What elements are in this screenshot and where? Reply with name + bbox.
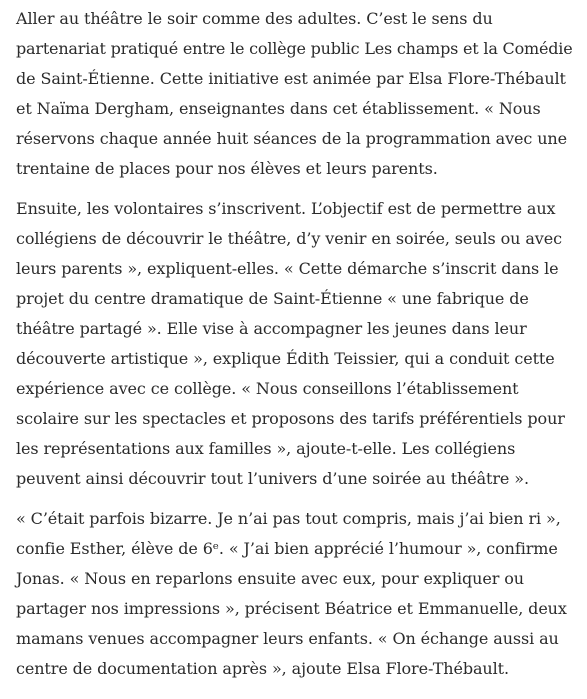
text-line: et Naïma Dergham, enseignantes dans cet établissement. « Nous (16, 99, 541, 118)
text-line: leurs parents », expliquent-elles. « Cette démarche s’inscrit dans le (16, 259, 559, 278)
text-line: les représentations aux familles », ajoute-t-elle. Les collégiens (16, 439, 516, 458)
text-line: centre de documentation après », ajoute Elsa Flore-Thébault. (16, 659, 509, 678)
text-line: scolaire sur les spectacles et proposons des tarifs préférentiels pour (16, 409, 565, 428)
text-line: découverte artistique », explique Édith Teissier, qui a conduit cette (16, 349, 555, 368)
article-body (16, 4, 576, 684)
text-line: Jonas. « Nous en reparlons ensuite avec eux, pour expliquer ou (16, 569, 524, 588)
text-line: trentaine de places pour nos élèves et leurs parents. (16, 159, 438, 178)
text-line: théâtre partagé ». Elle vise à accompagner les jeunes dans leur (16, 319, 527, 338)
paragraph-2 (16, 194, 576, 494)
text-line: confie Esther, élève de 6ᵉ. « J’ai bien apprécié l’humour », confirme (16, 539, 558, 558)
text-line: Aller au théâtre le soir comme des adultes. C’est le sens du (16, 9, 493, 28)
text-line: mamans venues accompagner leurs enfants. « On échange aussi au (16, 629, 559, 648)
text-line: Ensuite, les volontaires s’inscrivent. L’objectif est de permettre aux (16, 199, 556, 218)
text-line: réservons chaque année huit séances de la programmation avec une (16, 129, 568, 148)
text-line: partager nos impressions », précisent Béatrice et Emmanuelle, deux (16, 599, 567, 618)
text-line: partenariat pratiqué entre le collège public Les champs et la Comédie (16, 39, 573, 58)
text-line: collégiens de découvrir le théâtre, d’y venir en soirée, seuls ou avec (16, 229, 562, 248)
text-line: de Saint-Étienne. Cette initiative est animée par Elsa Flore-Thébault (16, 69, 566, 88)
text-line: projet du centre dramatique de Saint-Étienne « une fabrique de (16, 289, 529, 308)
paragraph-1 (16, 4, 576, 184)
paragraph-3 (16, 504, 576, 684)
text-line: expérience avec ce collège. « Nous conseillons l’établissement (16, 379, 519, 398)
text-line: « C’était parfois bizarre. Je n’ai pas tout compris, mais j’ai bien ri », (16, 509, 561, 528)
text-line: peuvent ainsi découvrir tout l’univers d’une soirée au théâtre ». (16, 469, 529, 488)
